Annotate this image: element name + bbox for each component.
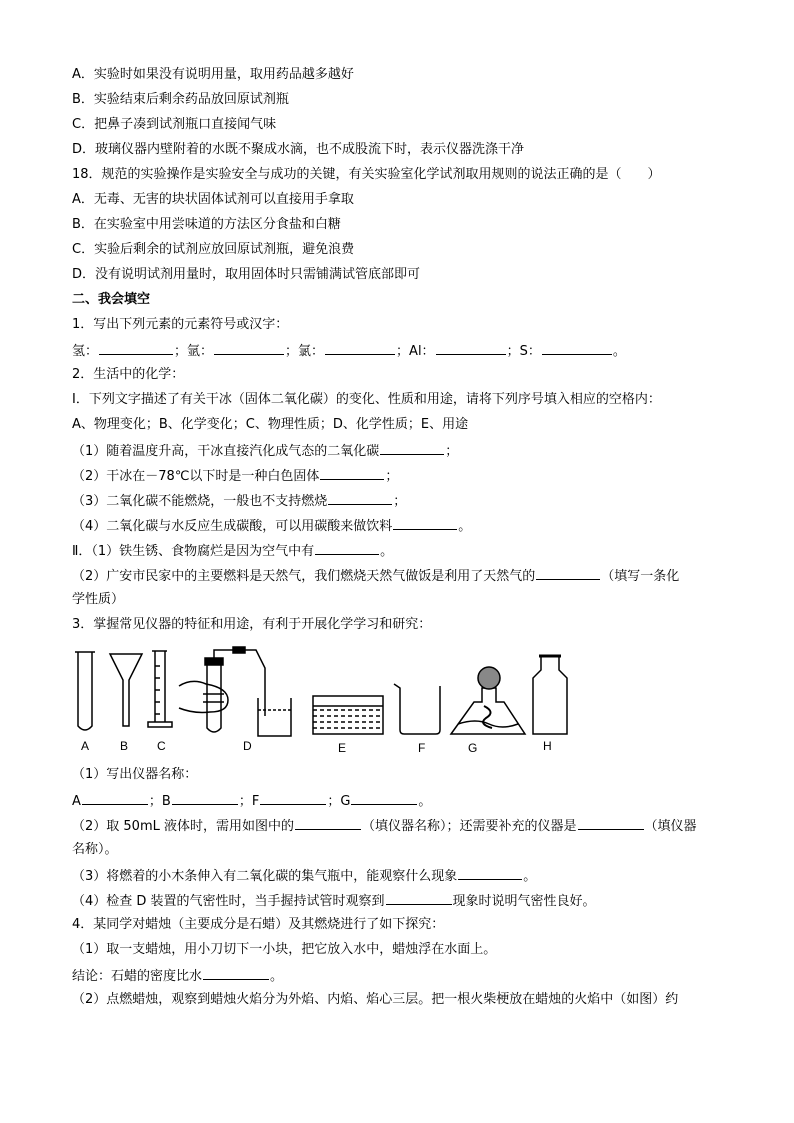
answer-blank[interactable] — [315, 541, 379, 555]
item-text: （4）二氧化碳与水反应生成碳酸，可以用碳酸来做饮料 — [72, 519, 393, 534]
answer-blank[interactable] — [536, 566, 600, 580]
q18-option-b: B．在实验室中用尝味道的方法区分食盐和白糖 — [72, 217, 341, 232]
test-tube-icon — [75, 652, 95, 730]
answer-blank[interactable] — [214, 341, 284, 355]
item-text: 结论：石蜡的密度比水 — [72, 969, 203, 984]
label-f: F — [418, 741, 426, 755]
answer-blank[interactable] — [82, 791, 148, 805]
answer-blank[interactable] — [386, 891, 452, 905]
answer-blank[interactable] — [436, 341, 506, 355]
item-text: ；B — [148, 794, 171, 809]
q2-item-2 — [72, 466, 398, 485]
q3-part4 — [72, 891, 596, 910]
punct: 。 — [458, 519, 472, 534]
q1-stem: 1．写出下列元素的元素符号或汉字： — [72, 317, 289, 332]
item-text: （2）广安市民家中的主要燃料是天然气，我们燃烧天然气做饭是利用了天然气的 — [72, 569, 536, 584]
water-trough-icon — [313, 696, 383, 734]
item-text: （填写一条化 — [601, 569, 680, 584]
q2-part2-continuation: 学性质） — [72, 592, 125, 607]
q4-conclusion — [72, 966, 283, 985]
q2-part2-item-1 — [72, 541, 393, 560]
punct: 。 — [270, 969, 284, 984]
answer-blank[interactable] — [295, 816, 361, 830]
answer-blank[interactable] — [99, 341, 173, 355]
item-text: （4）检查 D 装置的气密性时，当手握持试管时观察到 — [72, 894, 385, 909]
label-aluminium: ；Al： — [396, 344, 435, 359]
graduated-cylinder-icon — [148, 651, 172, 727]
item-text: A — [72, 794, 81, 809]
q3-part1-stem: （1）写出仪器名称： — [72, 767, 198, 782]
label-e: E — [338, 741, 347, 755]
answer-blank[interactable] — [542, 341, 612, 355]
label-b: B — [120, 739, 129, 753]
answer-blank[interactable] — [578, 816, 644, 830]
label-argon: ；氩： — [174, 344, 214, 359]
label-c: C — [157, 739, 166, 753]
answer-blank[interactable] — [260, 791, 326, 805]
label-chlorine: ；氯： — [285, 344, 325, 359]
q2-part1-stem: Ⅰ．下列文字描述了有关干冰（固体二氧化碳）的变化、性质和用途，请将下列序号填入相应的空格内： — [72, 392, 661, 407]
answer-blank[interactable] — [172, 791, 238, 805]
item-text: ；G — [327, 794, 351, 809]
label-sulfur: ；S： — [506, 344, 541, 359]
punct: ； — [445, 444, 459, 459]
q2-item-4 — [72, 516, 471, 535]
answer-blank[interactable] — [325, 341, 395, 355]
q2-stem: 2．生活中的化学： — [72, 367, 185, 382]
q17-option-c: C．把鼻子凑到试剂瓶口直接闻气味 — [72, 117, 277, 132]
answer-blank[interactable] — [351, 791, 417, 805]
item-text: （2）干冰在－78℃以下时是一种白色固体 — [72, 469, 320, 484]
answer-blank[interactable] — [328, 491, 392, 505]
funnel-icon — [110, 654, 142, 726]
gas-collecting-bottle-icon — [533, 656, 567, 734]
item-text: （1）随着温度升高，干冰直接汽化成气态的二氧化碳 — [72, 444, 380, 459]
q17-option-d: D．玻璃仪器内壁附着的水既不聚成水滴，也不成股流下时，表示仪器洗涤干净 — [72, 142, 525, 157]
q3-stem: 3．掌握常见仪器的特征和用途，有利于开展化学学习和研究： — [72, 617, 432, 632]
q17-option-b: B．实验结束后剩余药品放回原试剂瓶 — [72, 92, 289, 107]
item-text: （3）二氧化碳不能燃烧，一般也不支持燃烧 — [72, 494, 328, 509]
punct: 。 — [612, 344, 626, 359]
answer-blank[interactable] — [320, 466, 384, 480]
section-heading: 二、我会填空 — [72, 292, 151, 307]
q3-part3 — [72, 866, 536, 885]
figure-labels — [81, 739, 552, 755]
punct: 。 — [418, 794, 432, 809]
item-text: ；F — [238, 794, 260, 809]
q17-option-a: A．实验时如果没有说明用量，取用药品越多越好 — [72, 67, 354, 82]
airtightness-apparatus-icon — [179, 647, 291, 736]
q2-part2-item-2 — [72, 566, 679, 585]
answer-blank[interactable] — [458, 866, 522, 880]
item-text: （3）将燃着的小木条伸入有二氧化碳的集气瓶中，能观察什么现象 — [72, 869, 458, 884]
q18-option-c: C．实验后剩余的试剂应放回原试剂瓶，避免浪费 — [72, 242, 355, 257]
label-d: D — [243, 739, 252, 753]
label-hydrogen: 氢： — [72, 344, 99, 359]
alcohol-lamp-icon — [451, 667, 525, 734]
answer-blank[interactable] — [380, 441, 444, 455]
q18-option-d: D．没有说明试剂用量时，取用固体时只需铺满试管底部即可 — [72, 267, 421, 282]
label-a: A — [81, 739, 90, 753]
q18-stem: 18．规范的实验操作是实验安全与成功的关键，有关实验室化学试剂取用规则的说法正确的是（ ） — [72, 167, 661, 182]
item-text: （2）取 50mL 液体时，需用如图中的 — [72, 819, 294, 834]
q4-part2: （2）点燃蜡烛，观察到蜡烛火焰分为外焰、内焰、焰心三层。把一根火柴梗放在蜡烛的火焰中（如图）约 — [72, 992, 679, 1007]
q3-part1-blanks — [72, 791, 431, 810]
answer-blank[interactable] — [393, 516, 457, 530]
item-text: （填仪器 — [644, 819, 697, 834]
q4-stem: 4．某同学对蜡烛（主要成分是石蜡）及其燃烧进行了如下探究： — [72, 917, 445, 932]
item-text: （填仪器名称）；还需要补充的仪器是 — [361, 819, 577, 834]
punct: 。 — [380, 544, 394, 559]
punct: ； — [385, 469, 399, 484]
q2-item-1 — [72, 441, 458, 460]
q4-part1: （1）取一支蜡烛，用小刀切下一小块，把它放入水中，蜡烛浮在水面上。 — [72, 942, 497, 957]
lab-apparatus-figure — [66, 646, 726, 756]
q2-item-3 — [72, 491, 406, 510]
answer-blank[interactable] — [203, 966, 269, 980]
label-h: H — [543, 739, 552, 753]
q3-part2-continuation: 名称）。 — [72, 842, 118, 857]
item-text: 现象时说明气密性良好。 — [452, 894, 596, 909]
beaker-icon — [394, 684, 440, 734]
punct: ； — [393, 494, 407, 509]
q1-blanks-row — [72, 341, 626, 360]
punct: 。 — [523, 869, 537, 884]
label-g: G — [468, 741, 478, 755]
q3-part2 — [72, 816, 697, 835]
item-text: Ⅱ．（1）铁生锈、食物腐烂是因为空气中有 — [72, 544, 315, 559]
q2-choice-list: A、物理变化；B、化学变化；C、物理性质；D、化学性质；E、用途 — [72, 417, 469, 432]
q18-option-a: A．无毒、无害的块状固体试剂可以直接用手拿取 — [72, 192, 354, 207]
